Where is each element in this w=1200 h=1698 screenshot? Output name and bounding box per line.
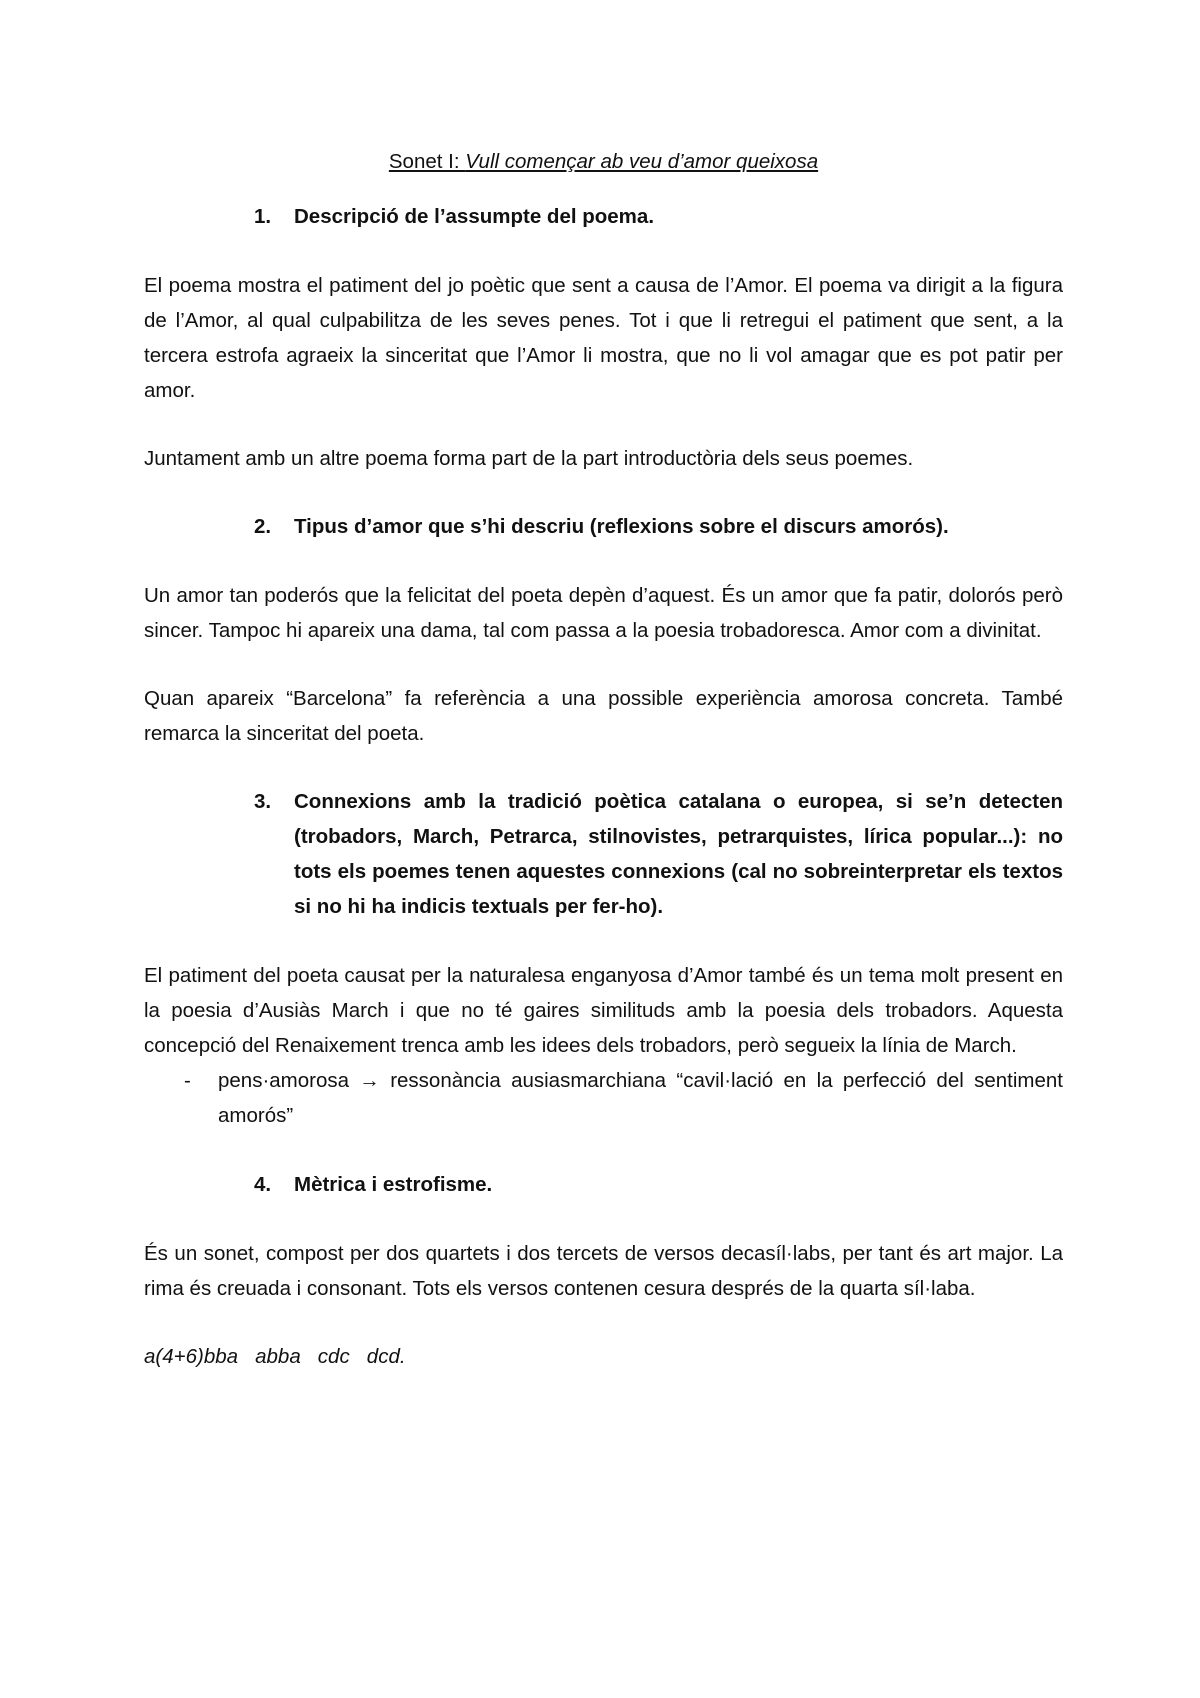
section-2-paragraph-2: Quan apareix “Barcelona” fa referència a una possible experiència amorosa concreta. També remarca la sinceritat del poeta.: [144, 687, 1063, 745]
section-4-number: 4.: [254, 1173, 272, 1196]
section-3-bullet: [144, 1063, 1063, 1133]
bullet-term: pens·amorosa: [218, 1069, 350, 1092]
arrow-right-icon: →: [359, 1069, 380, 1092]
section-1-heading: [144, 199, 1063, 234]
section-1-number: 1.: [254, 205, 272, 228]
section-2-number: 2.: [254, 515, 272, 538]
section-1-paragraph-1: El poema mostra el patiment del jo poètic que sent a causa de l’Amor. El poema va dirigit a la figura de l’Amor, al qual culpabilitza de les seves penes. Tot i que li retregui el patiment que sent, a la tercera estrofa agraeix la sinceritat que l’Amor li mostra, que no li vol amagar que es pot patir per amor.: [144, 274, 1063, 402]
section-1-paragraph-2: Juntament amb un altre poema forma part de la part introductòria dels seus poemes.: [144, 447, 914, 470]
bullet-dash: -: [184, 1069, 191, 1092]
title-prefix: Sonet I:: [388, 150, 466, 173]
section-3-number: 3.: [254, 790, 272, 813]
section-4-title: Mètrica i estrofisme.: [294, 1173, 493, 1196]
section-1-title: Descripció de l’assumpte del poema.: [294, 205, 655, 228]
rhyme-scheme-formula: a(4+6)bba abba cdc dcd.: [144, 1345, 406, 1368]
section-3-title: Connexions amb la tradició poètica catalana o europea, si se’n detecten (trobadors, March, Petrarca, stilnovistes, petrarquistes, lírica popular...): no tots els poemes tenen aquestes connexions (cal no sobreinterpretar els textos si no hi ha indicis textuals per fer-ho).: [294, 790, 1063, 918]
bullet-description: ressonància ausiasmarchiana “cavil·lació en la perfecció del sentiment amorós”: [218, 1069, 1063, 1127]
section-3-paragraph-1: El patiment del poeta causat per la naturalesa enganyosa d’Amor també és un tema molt present en la poesia d’Ausiàs March i que no té gaires similituds amb la poesia dels trobadors. Aquesta concepció del Renaixement trenca amb les idees dels trobadors, però segueix la línia de March.: [144, 964, 1063, 1057]
bullet-text: [218, 1063, 1063, 1133]
section-3-heading: [144, 784, 1063, 924]
section-2-heading: [144, 509, 1063, 544]
title-poem-name: Vull començar ab veu d’amor queixosa: [465, 150, 819, 173]
section-4-paragraph-1: És un sonet, compost per dos quartets i dos tercets de versos decasíl·labs, per tant és art major. La rima és creuada i consonant. Tots els versos contenen cesura després de la quarta síl·laba.: [144, 1242, 1063, 1300]
section-4-heading: [144, 1167, 1063, 1202]
section-2-paragraph-1: Un amor tan poderós que la felicitat del poeta depèn d’aquest. És un amor que fa patir, dolorós però sincer. Tampoc hi apareix una dama, tal com passa a la poesia trobadoresca. Amor com a divinitat.: [144, 584, 1063, 642]
document-title: [144, 144, 1063, 179]
section-2-title: Tipus d’amor que s’hi descriu (reflexions sobre el discurs amorós).: [294, 515, 949, 538]
